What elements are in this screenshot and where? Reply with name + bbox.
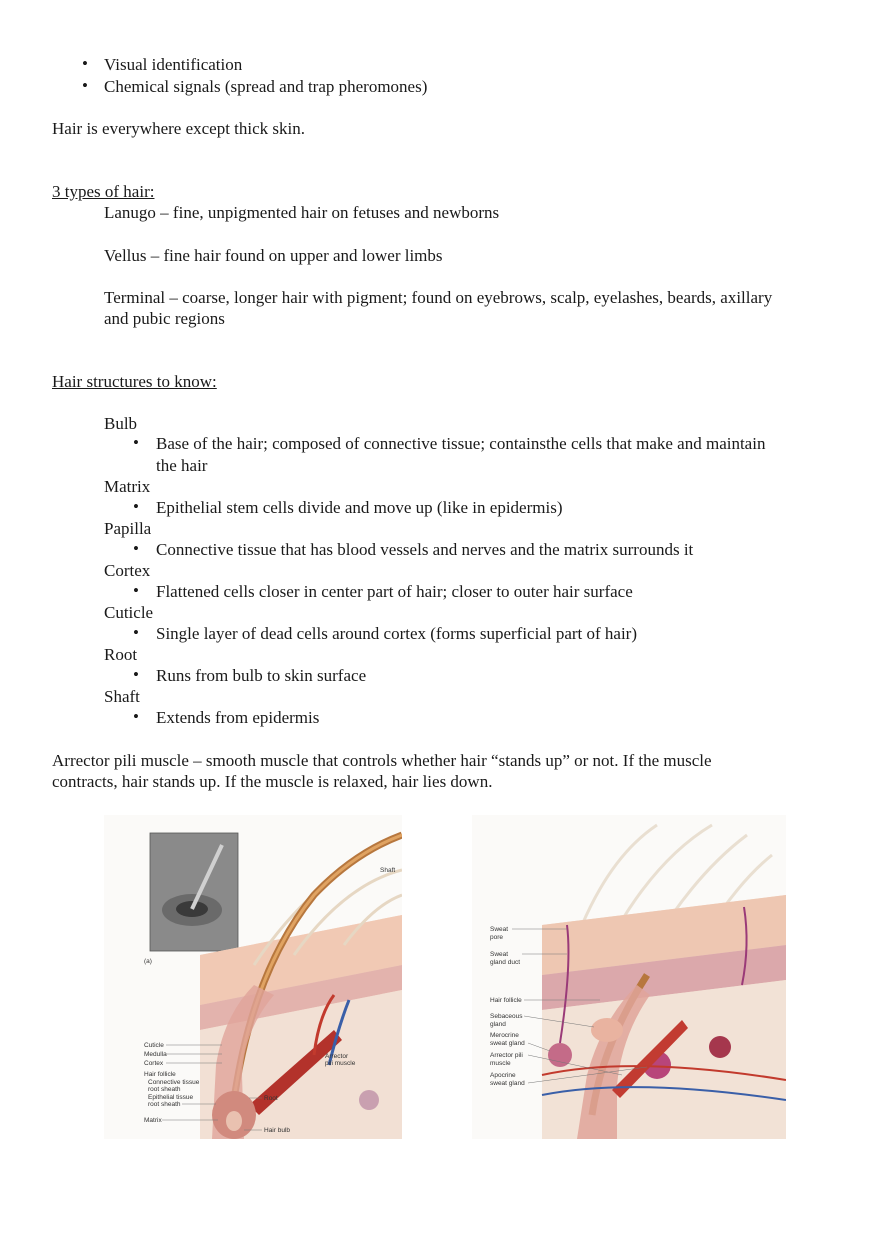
label-apocrine: Apocrine (490, 1072, 516, 1079)
label-epithelial-tissue: Epithelial tissue (148, 1094, 194, 1101)
structure-desc-cuticle: Single layer of dead cells around cortex (forms superficial part of hair) (156, 624, 638, 643)
label-hair-bulb: Hair bulb (264, 1127, 291, 1134)
arrector-text-2: contracts, hair stands up. If the muscle is relaxed, hair lies down. (52, 772, 493, 791)
structure-term-cuticle: Cuticle (104, 603, 154, 622)
type-terminal: Terminal – coarse, longer hair with pigment; found on eyebrows, scalp, eyelashes, beards, axillary (104, 288, 773, 307)
structures-heading: Hair structures to know: (52, 372, 217, 391)
label-connective-tissue: Connective tissue (148, 1079, 200, 1086)
structure-desc-root: Runs from bulb to skin surface (156, 666, 367, 685)
types-heading: 3 types of hair: (52, 182, 155, 201)
label-arrector-pili: Arrector pili (490, 1052, 523, 1059)
micrograph-inset (150, 833, 238, 951)
label-merocrine: Merocrine (490, 1032, 519, 1039)
label-sebaceous: Sebaceous (490, 1013, 523, 1020)
label-sweat-2: Sweat (490, 951, 509, 958)
hair-structure-illustration (104, 815, 402, 1139)
structure-term-shaft: Shaft (104, 687, 140, 706)
type-lanugo: Lanugo – fine, unpigmented hair on fetuses and newborns (104, 203, 500, 222)
structure-term-cortex: Cortex (104, 561, 151, 580)
label-root-sheath-2: root sheath (148, 1101, 181, 1108)
label-pili-muscle: pili muscle (325, 1060, 356, 1067)
intro-bullet-1: Visual identification (104, 55, 243, 74)
label-gland: gland (490, 1021, 506, 1028)
skin-glands-svg (472, 815, 786, 1139)
label-root: Root (264, 1095, 278, 1102)
label-a: (a) (144, 958, 152, 965)
label-root-sheath-1: root sheath (148, 1086, 181, 1093)
structure-desc-matrix: Epithelial stem cells divide and move up (like in epidermis) (156, 498, 563, 517)
structure-desc-bulb: Base of the hair; composed of connective tissue; containsthe cells that make and maintain (156, 434, 766, 453)
hair-location-text: Hair is everywhere except thick skin. (52, 119, 306, 138)
structure-term-bulb: Bulb (104, 414, 138, 433)
label-shaft: Shaft (380, 867, 396, 874)
bullet-dot: • (133, 433, 139, 452)
hair-structure-svg (104, 815, 402, 1139)
label-cuticle: Cuticle (144, 1042, 164, 1049)
label-pore: pore (490, 934, 504, 941)
structure-desc-cortex: Flattened cells closer in center part of hair; closer to outer hair surface (156, 582, 633, 601)
bullet-dot: • (133, 581, 139, 600)
bullet-dot: • (82, 54, 88, 73)
label-muscle: muscle (490, 1060, 511, 1067)
label-arrector: Arrector (325, 1053, 349, 1060)
structure-desc-shaft: Extends from epidermis (156, 708, 320, 727)
bullet-dot: • (133, 707, 139, 726)
label-matrix: Matrix (144, 1117, 162, 1124)
bullet-dot: • (133, 623, 139, 642)
intro-bullet-2: Chemical signals (spread and trap pheromones) (104, 77, 428, 96)
arrector-text-1: Arrector pili muscle – smooth muscle that controls whether hair “stands up” or not. If the muscle (52, 751, 712, 770)
label-merocrine-gland: sweat gland (490, 1040, 525, 1047)
bullet-dot: • (82, 76, 88, 95)
label-apocrine-gland: sweat gland (490, 1080, 525, 1087)
type-terminal-cont: and pubic regions (104, 309, 225, 328)
structure-term-matrix: Matrix (104, 477, 151, 496)
bullet-dot: • (133, 539, 139, 558)
structure-term-papilla: Papilla (104, 519, 152, 538)
structure-desc-papilla: Connective tissue that has blood vessels and nerves and the matrix surrounds it (156, 540, 694, 559)
label-medulla: Medulla (144, 1051, 167, 1058)
bullet-dot: • (133, 665, 139, 684)
bullet-dot: • (133, 497, 139, 516)
skin-glands-illustration (472, 815, 786, 1139)
label-cortex: Cortex (144, 1060, 164, 1067)
structure-desc-bulb-cont: the hair (156, 456, 208, 475)
type-vellus: Vellus – fine hair found on upper and lower limbs (104, 246, 443, 265)
label-hair-follicle-right: Hair follicle (490, 997, 522, 1004)
structure-term-root: Root (104, 645, 138, 664)
label-sweat: Sweat (490, 926, 509, 933)
label-hair-follicle: Hair follicle (144, 1071, 176, 1078)
label-gland-duct: gland duct (490, 959, 520, 966)
